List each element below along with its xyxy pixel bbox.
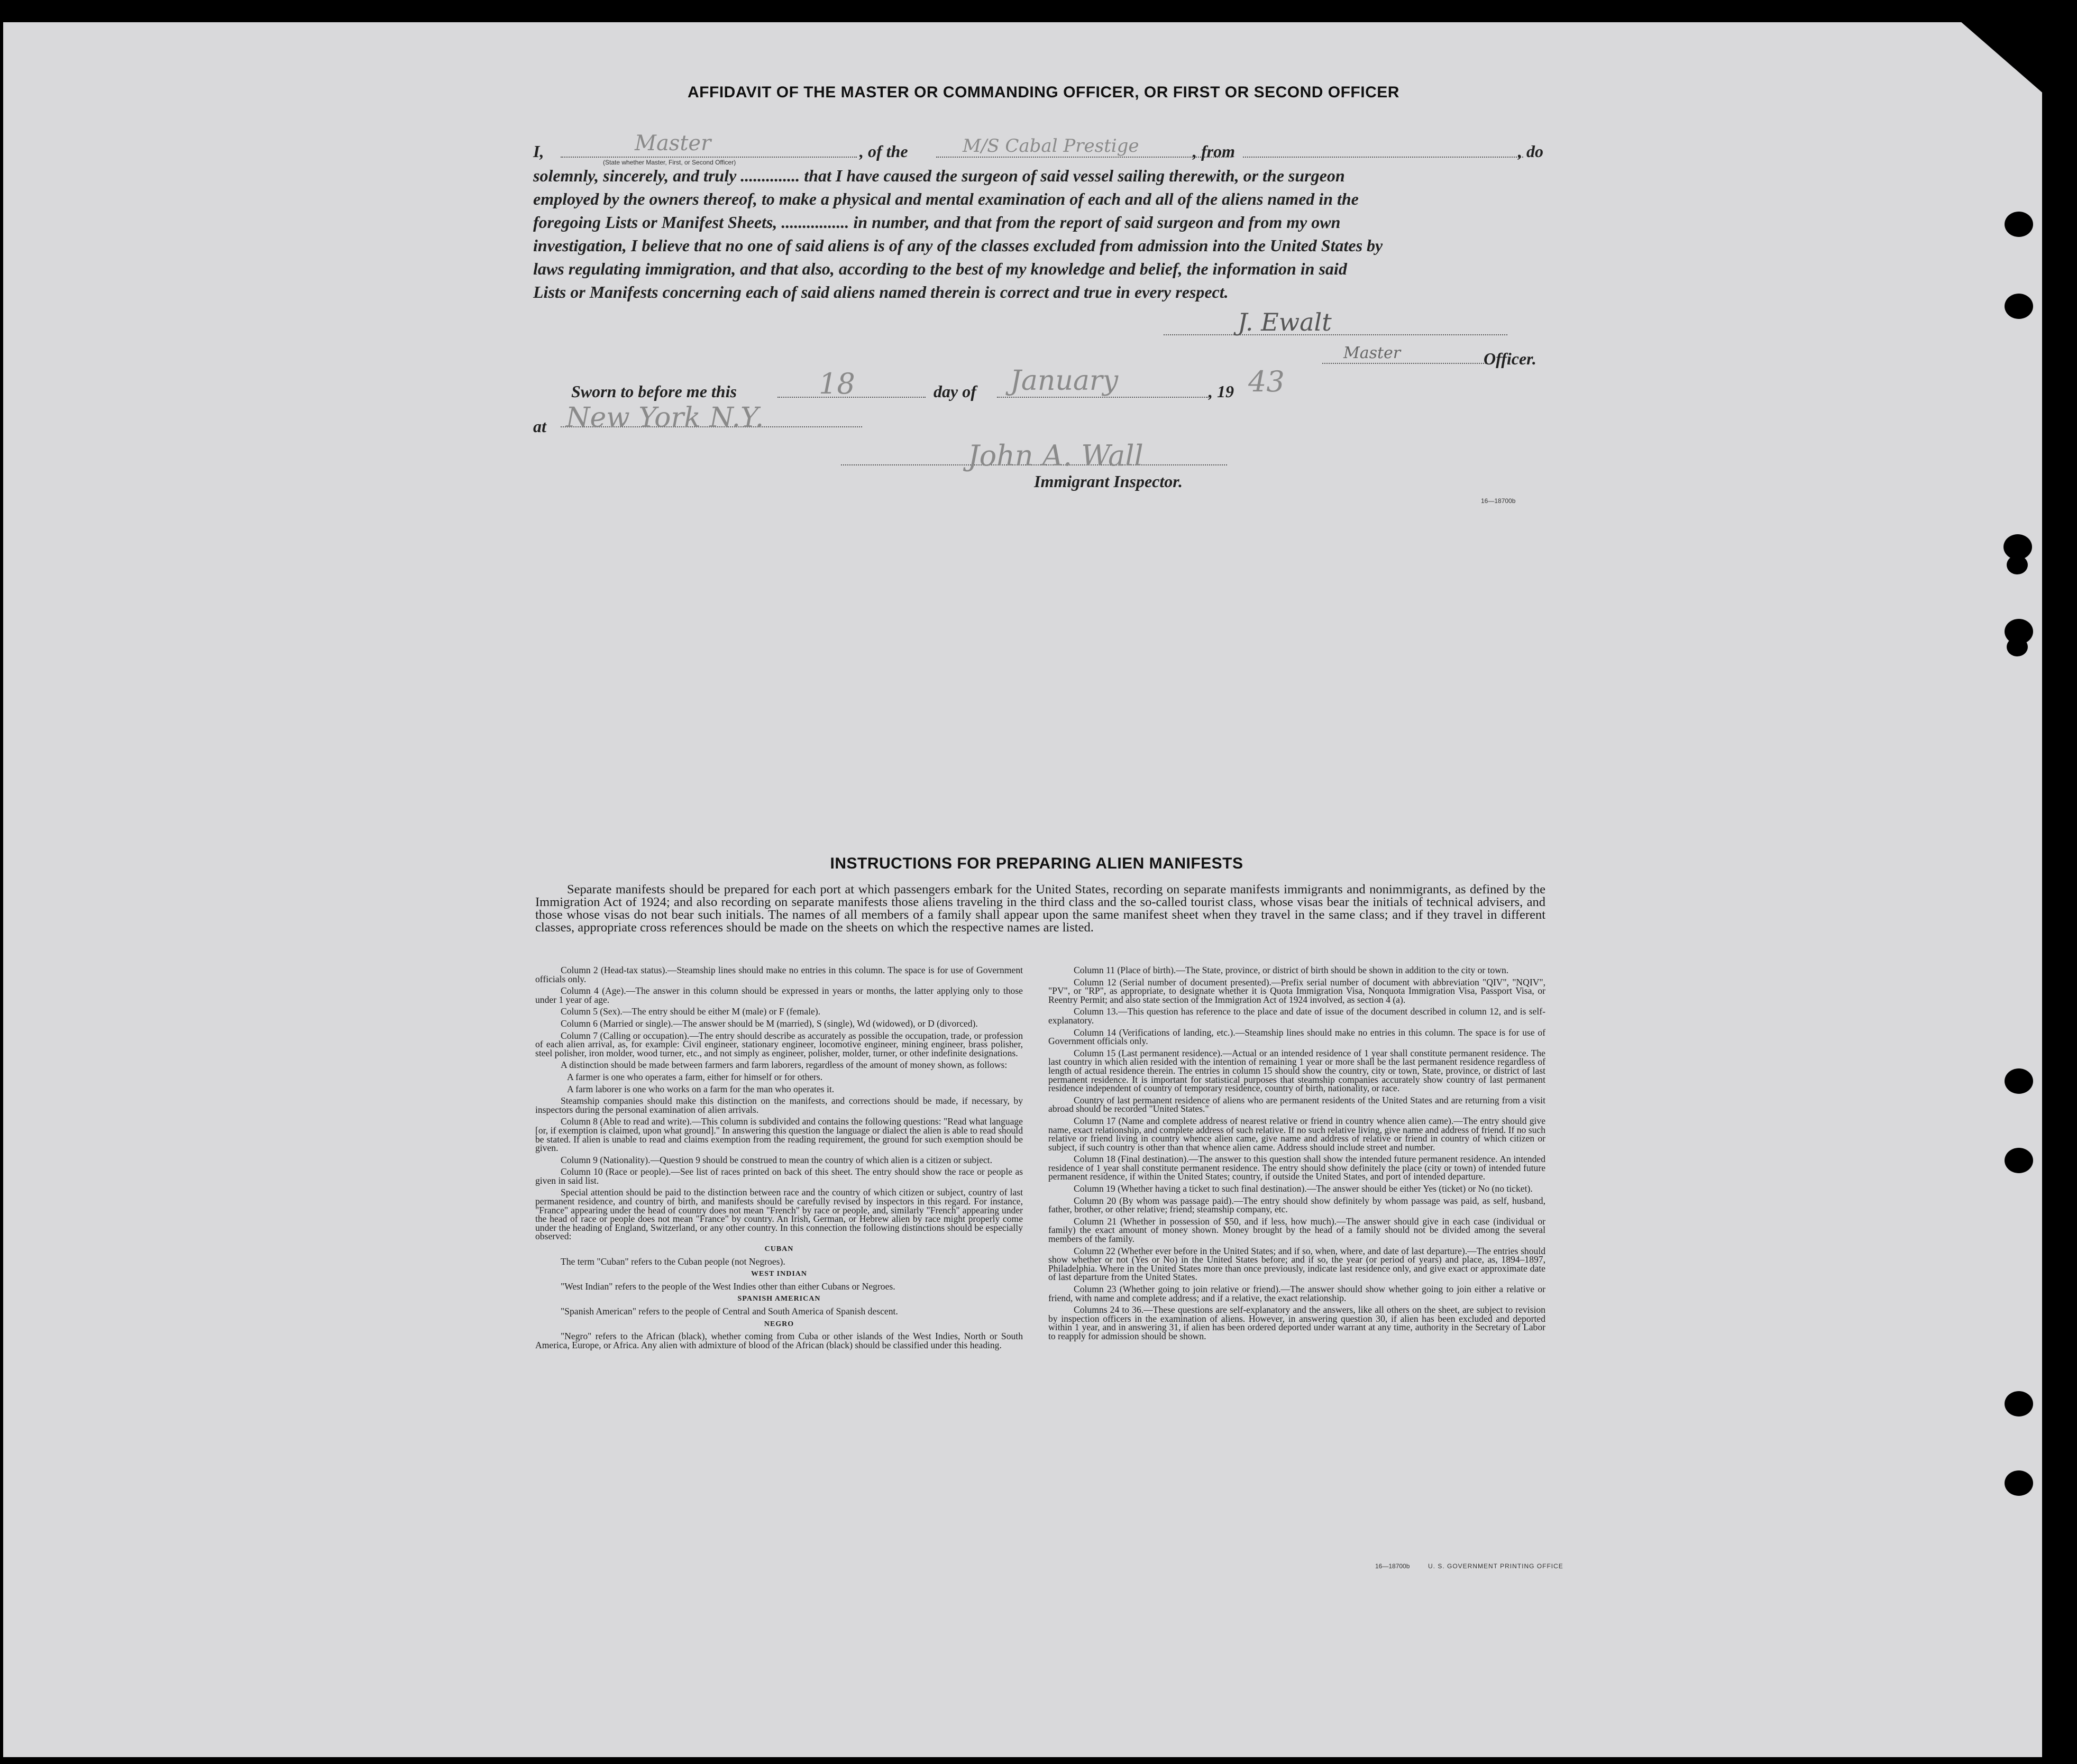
- left-paragraph: Column 4 (Age).—The answer in this column should be expressed in years or months, the latter applying only to those under 1 year of age.: [535, 985, 1023, 1005]
- left-paragraph: Column 10 (Race or people).—See list of races printed on back of this sheet. The entry should show the race or people as given in said list.: [535, 1166, 1023, 1186]
- right-paragraph: Column 19 (Whether having a ticket to such final destination).—The answer should be either Yes (ticket) or No (no ticket).: [1074, 1183, 1533, 1194]
- spanish-american-text: "Spanish American" refers to the people of Central and South America of Spanish descent.: [561, 1306, 898, 1317]
- right-paragraph: Column 23 (Whether going to join relative or friend).—The answer should show whether going to join either a relative or friend, with name and complete address; and if a relative, the exact relationship.: [1048, 1284, 1545, 1303]
- officer-title-handwritten: Master: [1343, 344, 1401, 362]
- month-line: [997, 397, 1209, 398]
- right-paragraph: Column 14 (Verifications of landing, etc.).—Steamship lines should make no entries in this column. The space is for use of Government officials only.: [1048, 1027, 1545, 1047]
- right-paragraph: Column 15 (Last permanent residence).—Actual or an intended residence of 1 year shall constitute permanent residence. The last country in which alien resided with the intention of remaining 1 year or more shall be the last permanent residence regardless of length of actual residence therein. The entries in column 15 should show the country, city or town, State, province, or district of last permanent residence. It is important for statistical purposes that steamship companies accurately show country of last permanent residence independent of country of temporary residence, country of birth, nationality, or race.: [1048, 1047, 1545, 1094]
- affidavit-line-5: investigation, I believe that no one of said aliens is of any of the classes excluded from admission into the United States by: [533, 236, 1383, 255]
- day-of-label: day of: [934, 382, 976, 401]
- instructions-intro: Separate manifests should be prepared for each port at which passengers embark for the United States, recording on separate manifests immigrants and nonimmigrants, as defined by the Immigration Act of 1924; and also recording on separate manifests those aliens traveling in the third class and the so-called tourist class, whose visas bear the initials of technical advisers, and those whose visas do not bear such initials. The names of all members of a family shall appear upon the same manifest sheet when they travel in the same class; and if they travel in different classes, appropriate cross references should be made on the sheets on which the respective names are listed.: [535, 882, 1545, 935]
- instructions-left-column: [535, 966, 1023, 1352]
- instructions-title: INSTRUCTIONS FOR PREPARING ALIEN MANIFESTS: [830, 855, 1243, 872]
- right-paragraph: Country of last permanent residence of aliens who are permanent residents of the United States and are returning from a visit abroad should be recorded "United States.": [1048, 1094, 1545, 1114]
- right-paragraph: Column 17 (Name and complete address of nearest relative or friend in country whence alien came).—The entry should give name, exact relationship, and complete address of such relative. If no such relative living, give name and address of friend. If no such relative or friend living in country whence alien came, give name and address of relative or friend in country of which citizen or subject, if such country is other than that whence alien came. Address should include street and number.: [1048, 1115, 1545, 1153]
- negro-heading: NEGRO: [764, 1320, 794, 1328]
- right-paragraph: Column 13.—This question has reference to the place and date of issue of the document described in column 12, and is self-explanatory.: [1048, 1006, 1545, 1026]
- inspector-signature: John A. Wall: [968, 439, 1143, 472]
- rank-line: [561, 157, 857, 158]
- at-label: at: [533, 417, 546, 436]
- master-signature: J. Ewalt: [1238, 308, 1332, 336]
- left-paragraph: A farmer is one who operates a farm, either for himself or for others.: [567, 1071, 823, 1082]
- punch-hole: [2005, 294, 2033, 319]
- right-paragraph: Column 12 (Serial number of document presented).—Prefix serial number of document with abbreviation "QIV", "NQIV", "PV", or "RP", as appropriate, to designate whether it is Quota Immigration Visa, Nonquota Immigration Visa, Passport Visa, or Reentry Permit; and also state section of the Immigration Act of 1924 involved, as section 4 (a).: [1048, 976, 1545, 1005]
- vessel-line: [936, 157, 1232, 158]
- year-handwritten: 43: [1248, 365, 1285, 398]
- punch-hole: [2007, 555, 2028, 574]
- right-paragraph: Column 18 (Final destination).—The answer to this question shall show the intended future permanent residence. An intended residence of 1 year shall constitute permanent residence. The entry should show definitely the place (city or town) of intended future permanent residence, if within the United States; country, if outside the United States, and port of intended departure.: [1048, 1154, 1545, 1182]
- day-handwritten: 18: [819, 367, 855, 400]
- spanish-american-heading: SPANISH AMERICAN: [737, 1295, 821, 1303]
- left-paragraph: A farm laborer is one who works on a farm for the man who operates it.: [567, 1083, 835, 1094]
- officer-title-line: [1322, 363, 1486, 364]
- from-label: , from: [1193, 142, 1235, 161]
- right-paragraph: Column 21 (Whether in possession of $50, and if less, how much).—The answer should give in each case (individual or family) the exact amount of money shown. Money brought by the head of a family should not be divided among the several members of the family.: [1048, 1215, 1545, 1245]
- sworn-label: Sworn to before me this: [571, 382, 737, 401]
- from-line: [1243, 157, 1523, 158]
- punch-hole: [2005, 212, 2033, 237]
- left-paragraph: Special attention should be paid to the distinction between race and the country of which citizen or subject, country of last permanent residence, and country of birth, and manifests should be carefully revised by inspectors in this regard. For instance, "France" appearing under the head of country does not mean "French" by race or people, and, similarly "French" appearing under the head of race or people does not mean "France" by country. An Irish, German, or Hebrew alien by race might properly come under the heading of England, Switzerland, or any other country. In this connection the following distinctions should be especially observed:: [535, 1187, 1023, 1242]
- affidavit-i-label: I,: [533, 142, 544, 161]
- vessel-handwritten: M/S Cabal Prestige: [963, 135, 1139, 157]
- punch-hole: [2005, 1470, 2033, 1496]
- instructions-right-column: [1048, 966, 1545, 1344]
- right-paragraph: Column 22 (Whether ever before in the United States; and if so, when, where, and date of last departure).—The entries should show whether or not (Yes or No) in the United States before; and if so, the year (or period of years) and place, as, 1894–1897, Philadelphia. Where in the United States more than once previously, indicate last residence only, and give exact or approximate date of last departure from the United States.: [1048, 1245, 1545, 1283]
- left-paragraph: Column 5 (Sex).—The entry should be either M (male) or F (female).: [561, 1006, 821, 1017]
- punch-hole: [2005, 1391, 2033, 1416]
- left-paragraph: Column 6 (Married or single).—The answer should be M (married), S (single), Wd (widowed), or D (divorced).: [561, 1018, 978, 1029]
- punch-hole: [2007, 637, 2028, 656]
- signature-line: [1164, 334, 1507, 335]
- left-paragraph: A distinction should be made between farmers and farm laborers, regardless of the amount of money shown, as follows:: [561, 1059, 1008, 1071]
- right-paragraph: Column 11 (Place of birth).—The State, province, or district of birth should be shown in addition to the city or town.: [1074, 965, 1509, 975]
- affidavit-line-4: foregoing Lists or Manifest Sheets, ................ in number, and that from the report of said surgeon and from my own: [533, 213, 1341, 232]
- officer-label: Officer.: [1484, 349, 1536, 368]
- cuban-text: The term "Cuban" refers to the Cuban people (not Negroes).: [561, 1256, 785, 1267]
- do-label: , do: [1518, 142, 1543, 161]
- footer-form-number: 16—18700b: [1375, 1562, 1410, 1570]
- place-handwritten: New York N.Y.: [566, 402, 764, 434]
- year-prefix: , 19: [1209, 382, 1234, 401]
- affidavit-line-7: Lists or Manifests concerning each of said aliens named therein is correct and true in every respect.: [533, 282, 1229, 301]
- cuban-heading: CUBAN: [764, 1245, 794, 1254]
- negro-text: "Negro" refers to the African (black), whether coming from Cuba or other islands of the West Indies, North or South America, Europe, or Africa. Any alien with admixture of blood of the African (black) should be classified under this heading.: [535, 1331, 1023, 1350]
- left-paragraph: Column 7 (Calling or occupation).—The entry should describe as accurately as possible the occupation, trade, or profession of each alien arrival, as, for example: Civil engineer, stationary engineer, locomotive engineer, mining engineer, brass polisher, steel polisher, iron molder, wood turner, etc., and not simply as engineer, polisher, molder, turner, or other indefinite designations.: [535, 1030, 1023, 1058]
- west-indian-heading: WEST INDIAN: [751, 1270, 808, 1278]
- punch-hole: [2005, 1148, 2033, 1173]
- affidavit-title: AFFIDAVIT OF THE MASTER OR COMMANDING OFFICER, OR FIRST OR SECOND OFFICER: [688, 84, 1399, 101]
- left-paragraph: Column 9 (Nationality).—Question 9 should be construed to mean the country of which alien is a citizen or subject.: [561, 1154, 992, 1165]
- of-the-label: , of the: [859, 142, 908, 161]
- affidavit-line-2: solemnly, sincerely, and truly .............. that I have caused the surgeon of said vessel sailing therewith, or the surgeon: [533, 166, 1345, 185]
- torn-corner: [1936, 0, 2057, 106]
- punch-hole: [2005, 1068, 2033, 1094]
- west-indian-text: "West Indian" refers to the people of the West Indies other than either Cubans or Negroes.: [561, 1281, 895, 1292]
- left-paragraph: Column 2 (Head-tax status).—Steamship lines should make no entries in this column. The space is for use of Government officials only.: [535, 965, 1023, 984]
- affidavit-form-number: 16—18700b: [1481, 497, 1516, 505]
- month-handwritten: January: [1010, 365, 1119, 397]
- left-paragraph: Column 8 (Able to read and write).—This column is subdivided and contains the following questions: "Read what language [or, if exemption is claimed, upon what ground]." In answering this question the language or dialect the alien is able to read should be stated. If alien is unable to read and claims exemption from the reading requirement, the ground for such exemption should be given.: [535, 1116, 1023, 1154]
- affidavit-line-6: laws regulating immigration, and that also, according to the best of my knowledge and belief, the information in said: [533, 259, 1347, 278]
- inspector-label: Immigrant Inspector.: [1034, 472, 1183, 491]
- rank-note: (State whether Master, First, or Second Officer): [603, 159, 736, 166]
- officer-rank-handwritten: Master: [635, 131, 711, 156]
- right-paragraph: Column 20 (By whom was passage paid).—The entry should show definitely by whom passage was paid, as self, husband, father, brother, or other relative; friend; steamship company, etc.: [1048, 1195, 1545, 1215]
- left-paragraph: Steamship companies should make this distinction on the manifests, and corrections should be made, if necessary, by inspectors during the personal examination of alien arrivals.: [535, 1095, 1023, 1115]
- affidavit-line-3: employed by the owners thereof, to make a physical and mental examination of each and all of the aliens named in the: [533, 189, 1359, 208]
- footer-printer: U. S. GOVERNMENT PRINTING OFFICE: [1428, 1562, 1563, 1570]
- right-paragraph: Columns 24 to 36.—These questions are self-explanatory and the answers, like all others on the sheet, are subject to revision by inspection officers in the examination of aliens. However, in answering question 30, if alien has been excluded and deported within 1 year, and in answering 31, if alien has been ordered deported under warrant at any time, authority in the Secretary of Labor to reapply for admission should be shown.: [1048, 1304, 1545, 1341]
